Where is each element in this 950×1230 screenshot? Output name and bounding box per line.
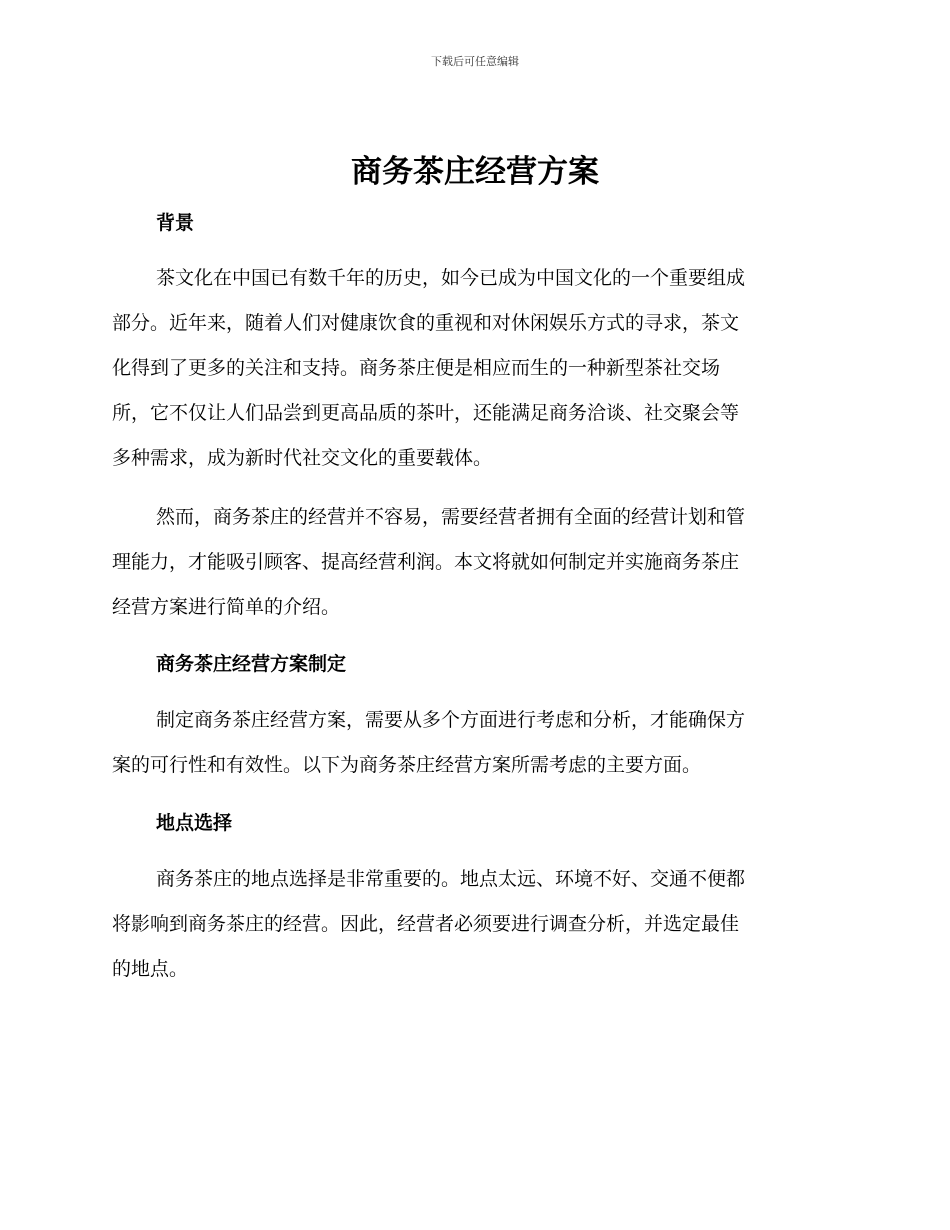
document-title: 商务茶庄经营方案 (351, 154, 599, 190)
paragraph-line: 制定商务茶庄经营方案，需要从多个方面进行考虑和分析，才能确保方 (156, 709, 746, 731)
paragraph-line: 的地点。 (112, 958, 189, 980)
section-heading-background: 背景 (156, 212, 195, 234)
paragraph-line: 化得到了更多的关注和支持。商务茶庄便是相应而生的一种新型茶社交场 (112, 357, 721, 379)
page-header-note: 下载后可任意编辑 (431, 55, 519, 68)
paragraph-line: 多种需求，成为新时代社交文化的重要载体。 (112, 447, 493, 469)
paragraph-line: 商务茶庄的地点选择是非常重要的。地点太远、环境不好、交通不便都 (156, 868, 746, 890)
paragraph-line: 经营方案进行简单的介绍。 (112, 596, 341, 618)
paragraph-line: 将影响到商务茶庄的经营。因此，经营者必须要进行调查分析，并选定最佳 (112, 913, 740, 935)
section-heading-location: 地点选择 (156, 812, 233, 834)
paragraph-line: 理能力，才能吸引顾客、提高经营利润。本文将就如何制定并实施商务茶庄 (112, 551, 740, 573)
paragraph-line: 案的可行性和有效性。以下为商务茶庄经营方案所需考虑的主要方面。 (112, 754, 702, 776)
paragraph-background-1 (112, 256, 832, 481)
paragraph-plan-1 (112, 698, 832, 788)
paragraph-location-1 (112, 857, 832, 992)
paragraph-background-2 (112, 495, 832, 630)
paragraph-line: 然而，商务茶庄的经营并不容易，需要经营者拥有全面的经营计划和管 (156, 506, 746, 528)
paragraph-line: 茶文化在中国已有数千年的历史，如今已成为中国文化的一个重要组成 (156, 267, 746, 289)
section-heading-plan: 商务茶庄经营方案制定 (156, 653, 347, 675)
paragraph-line: 部分。近年来，随着人们对健康饮食的重视和对休闲娱乐方式的寻求，茶文 (112, 312, 740, 334)
paragraph-line: 所，它不仅让人们品尝到更高品质的茶叶，还能满足商务洽谈、社交聚会等 (112, 402, 740, 424)
